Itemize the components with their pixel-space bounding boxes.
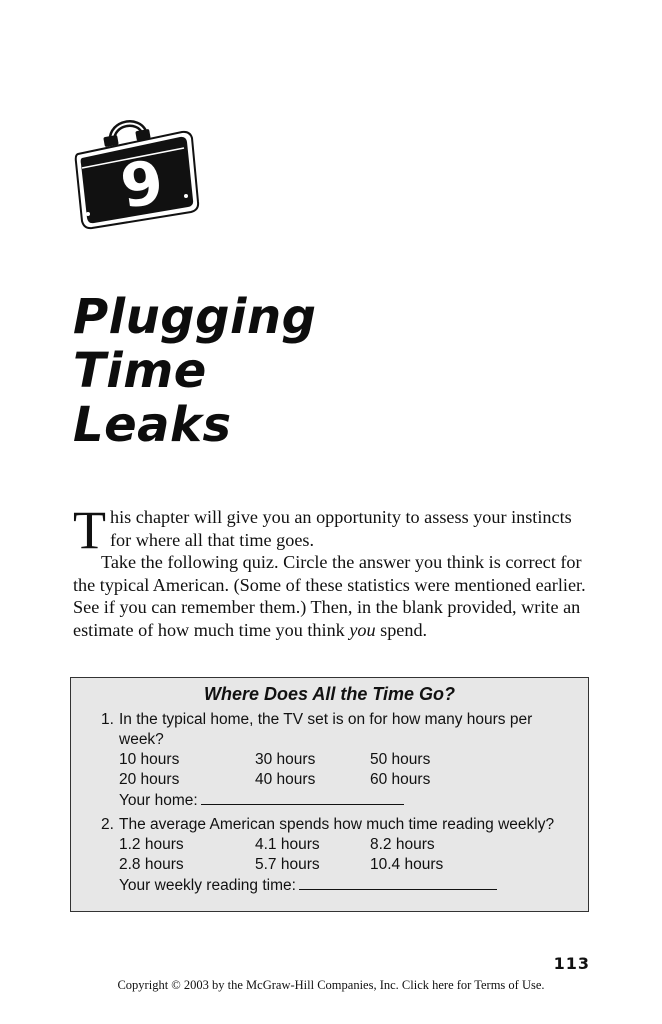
drop-cap: T [73, 500, 106, 560]
answer-blank-row [119, 875, 561, 895]
intro-paragraph-1 [73, 500, 593, 560]
question-number: 2. [101, 816, 114, 833]
intro-paragraph-2 [73, 551, 593, 641]
answer-option[interactable]: 10 hours [119, 751, 180, 768]
quiz-question-2 [101, 815, 561, 895]
answer-option[interactable]: 60 hours [370, 771, 431, 788]
intro-emphasis: you [349, 619, 376, 640]
quiz-box [70, 677, 589, 912]
quiz-question-1 [101, 710, 561, 810]
answer-row [119, 770, 561, 790]
intro-paragraph-2-end: spend. [375, 619, 428, 640]
page-number: 113 [553, 954, 590, 973]
answer-option[interactable]: 20 hours [119, 771, 180, 788]
answer-option[interactable]: 40 hours [255, 771, 316, 788]
answer-row [119, 750, 561, 770]
answer-blank[interactable] [299, 875, 497, 890]
chapter-title-line-2: Time [73, 343, 207, 399]
answer-blank-row [119, 790, 561, 810]
intro-text [73, 500, 593, 642]
blank-label: Your home: [119, 792, 198, 809]
question-text: The average American spends how much time reading weekly? [119, 816, 555, 833]
answer-option[interactable]: 30 hours [255, 751, 316, 768]
answer-option[interactable]: 2.8 hours [119, 856, 184, 873]
answer-row [119, 855, 561, 875]
answer-blank[interactable] [201, 790, 404, 805]
answer-option[interactable]: 8.2 hours [370, 836, 435, 853]
chapter-title [73, 290, 317, 452]
intro-paragraph-1-text: his chapter will give you an opportunity to assess your instincts for where all that time goes. [110, 507, 572, 550]
blank-label: Your weekly reading time: [119, 877, 296, 894]
copyright-notice[interactable]: Copyright © 2003 by the McGraw-Hill Companies, Inc. Click here for Terms of Use. [117, 978, 545, 992]
chapter-title-line-1: Plugging [73, 289, 317, 345]
answer-option[interactable]: 50 hours [370, 751, 431, 768]
briefcase-icon [74, 116, 200, 232]
answer-option[interactable]: 10.4 hours [370, 856, 444, 873]
chapter-title-line-3: Leaks [73, 397, 232, 453]
intro-paragraph-2-text: Take the following quiz. Circle the answer you think is correct for the typical American. (Some of these statistics were mentioned earlier. See if you can remember them.) Then, in the blank provided, write an estimate of how much time you think [73, 552, 586, 640]
answer-row [119, 835, 561, 855]
question-number: 1. [101, 711, 114, 728]
answer-option[interactable]: 5.7 hours [255, 856, 320, 873]
chapter-number: 9 [116, 147, 168, 223]
answer-option[interactable]: 1.2 hours [119, 836, 184, 853]
answer-option[interactable]: 4.1 hours [255, 836, 320, 853]
question-text: In the typical home, the TV set is on for how many hours per week? [119, 711, 533, 748]
quiz-title: Where Does All the Time Go? [203, 684, 456, 704]
